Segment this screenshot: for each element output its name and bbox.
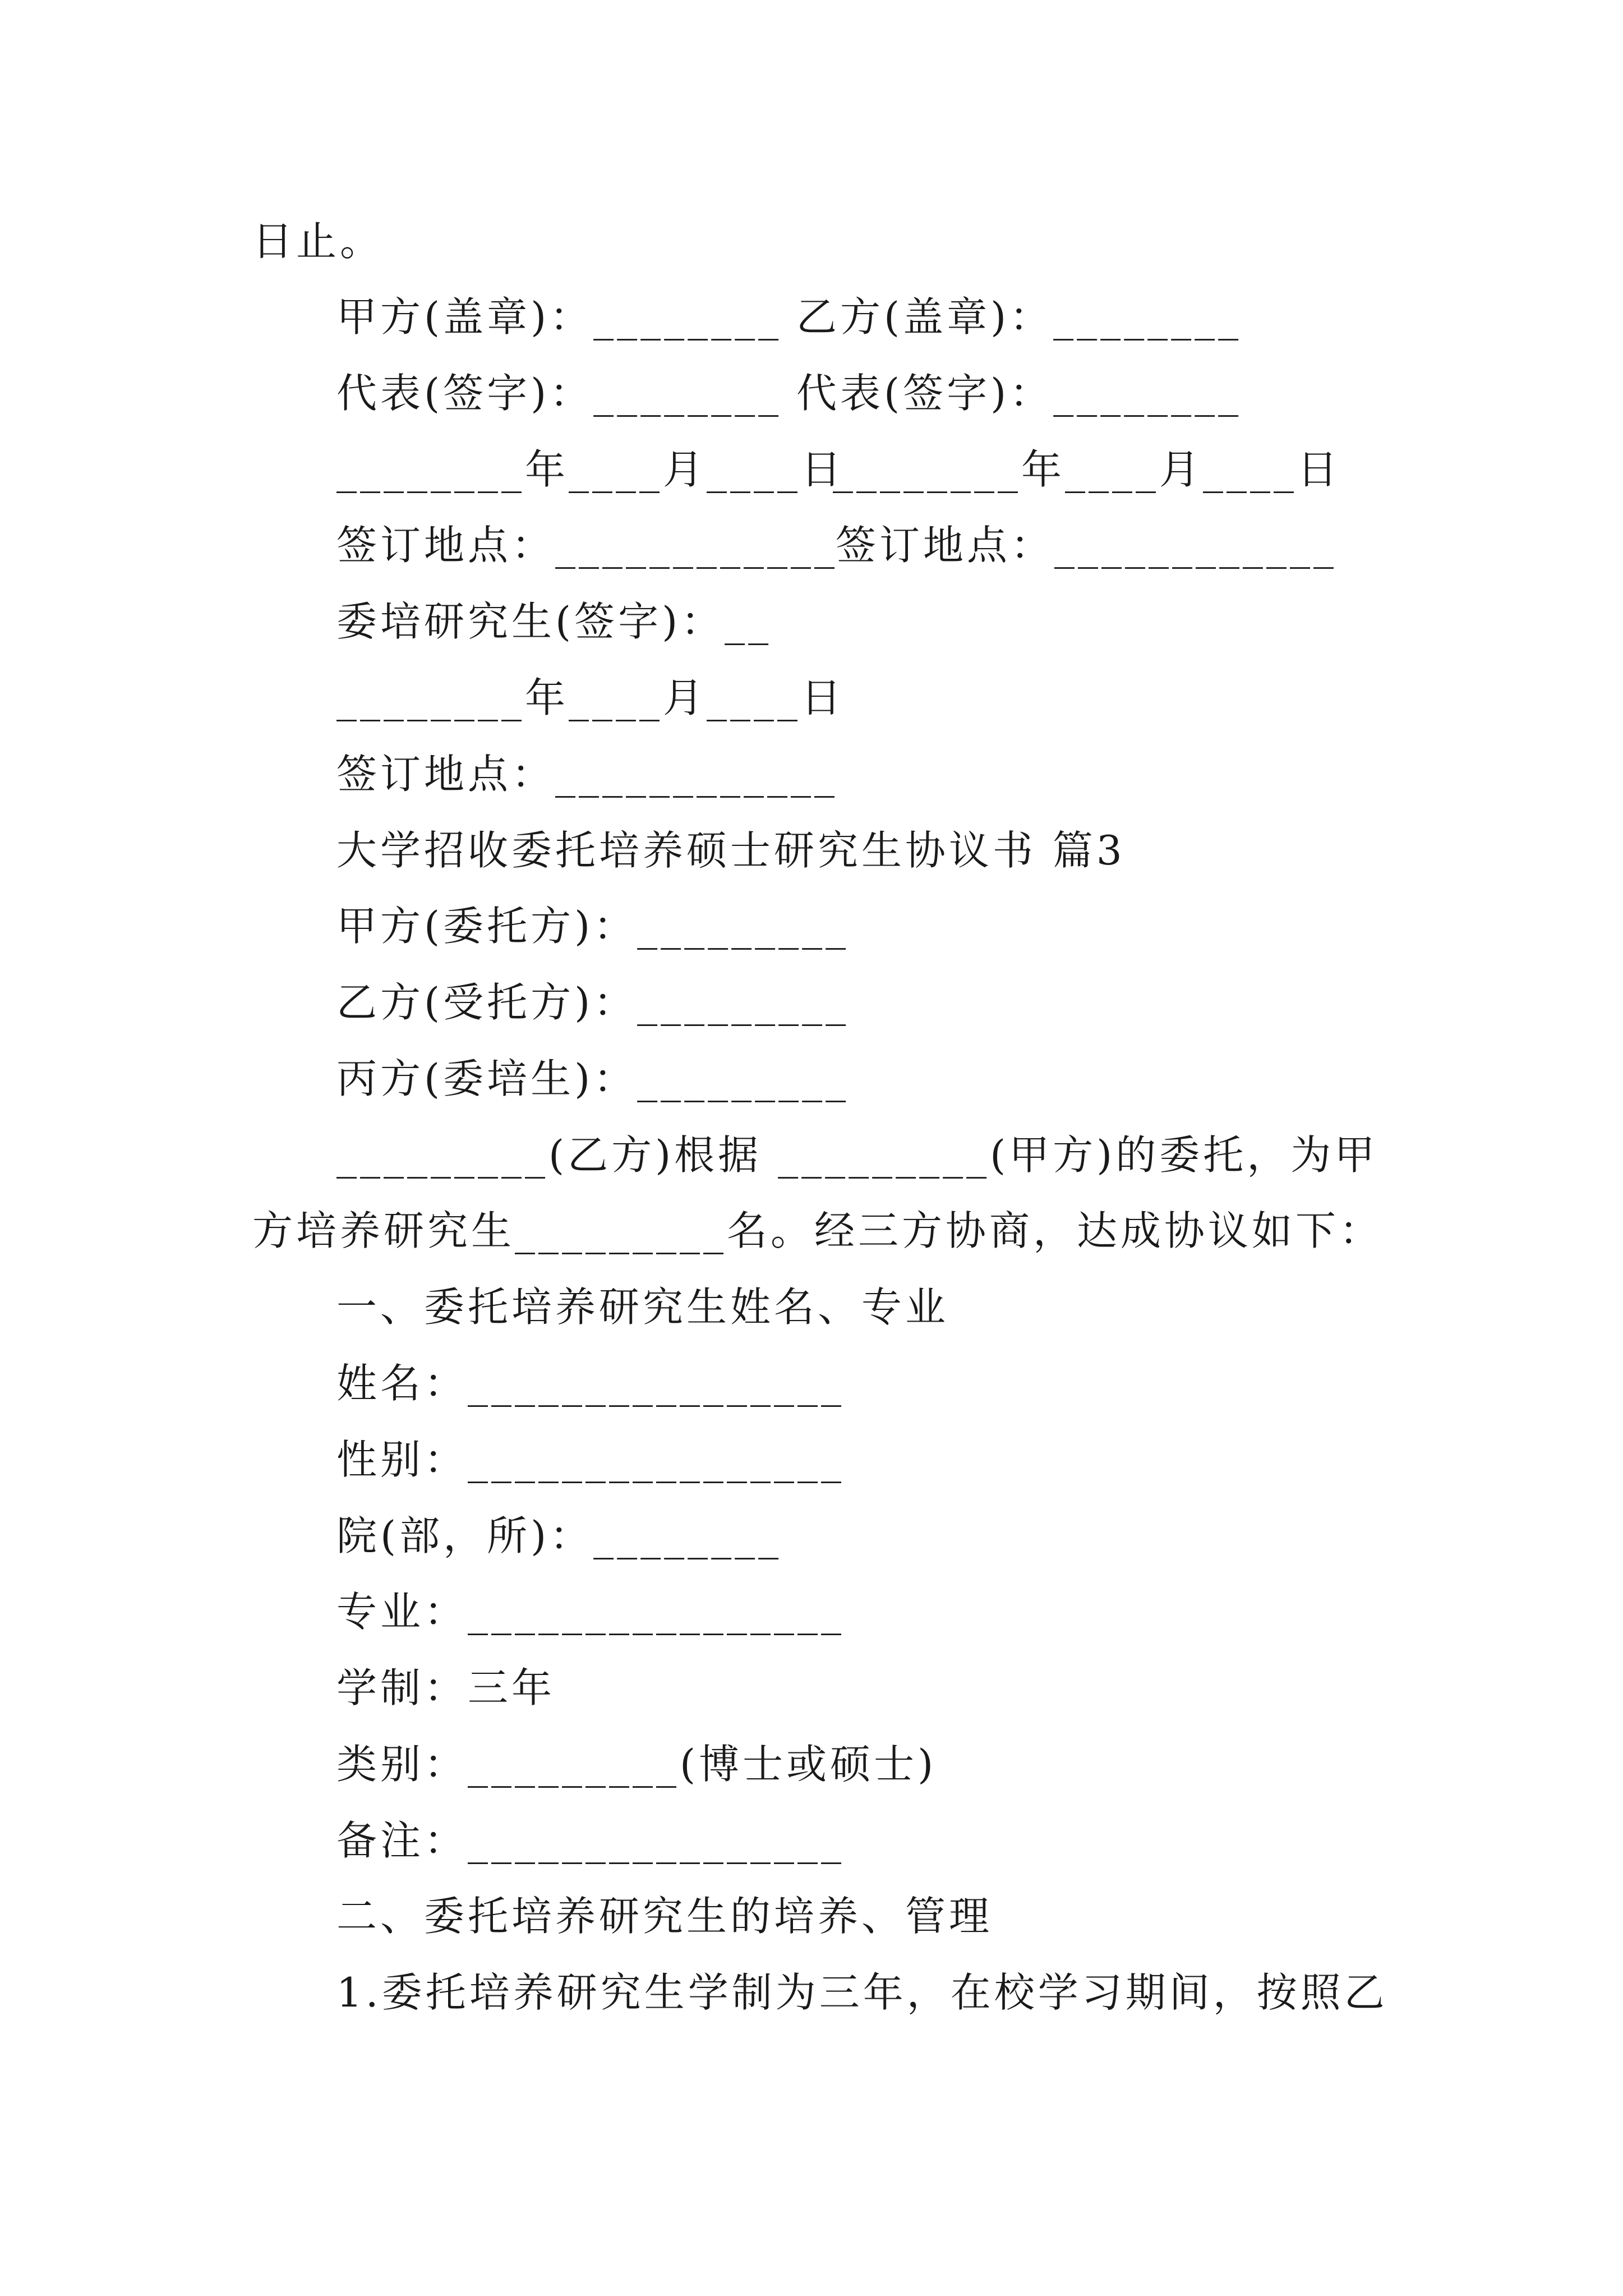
field-gender: 性别：________________: [336, 1436, 845, 1483]
party-b-representative: 代表(签字)：________: [796, 370, 1242, 417]
field-remarks: 备注：________________: [336, 1817, 845, 1864]
party-a-representative: 代表(签字)：________: [336, 370, 782, 417]
party-b-seal: 乙方(盖章)：________: [796, 293, 1242, 341]
field-duration: 学制：三年: [336, 1664, 556, 1711]
paragraph-line: 方培养研究生_________名。经三方协商，达成协议如下：: [252, 1207, 1384, 1254]
section-heading: 大学招收委托培养硕士研究生协议书 篇3: [336, 827, 1126, 874]
party-b-signing-place: 签订地点：____________: [836, 522, 1338, 569]
party-a-signing-place: 签订地点：____________: [336, 522, 838, 569]
paragraph-line: _________(乙方)根据 _________(甲方)的委托，为甲: [336, 1131, 1378, 1179]
clause-heading: 二、委托培养研究生的培养、管理: [336, 1893, 993, 1940]
party-c-student: 丙方(委培生)：_________: [336, 1055, 850, 1102]
student-date: ________年____月____日: [336, 674, 845, 721]
party-b-entrusted: 乙方(受托方)：_________: [336, 979, 850, 1026]
party-a-date: ________年____月____日: [336, 446, 845, 493]
party-b-date: ________年____月____日: [833, 446, 1341, 493]
field-name: 姓名：________________: [336, 1360, 845, 1407]
field-major: 专业：________________: [336, 1588, 845, 1635]
text-line: 日止。: [252, 218, 384, 265]
student-signing-place: 签订地点：____________: [336, 751, 838, 798]
party-a-seal: 甲方(盖章)：________: [336, 293, 782, 341]
paragraph-line: 1.委托培养研究生学制为三年，在校学习期间，按照乙: [336, 1969, 1388, 2016]
field-department: 院(部，所)：________: [336, 1512, 782, 1559]
field-category: 类别：_________(博士或硕士): [336, 1741, 937, 1788]
student-signature: 委培研究生(签字)：__: [336, 598, 772, 645]
clause-heading: 一、委托培养研究生姓名、专业: [336, 1283, 949, 1331]
party-a-entrusting: 甲方(委托方)：_________: [336, 903, 850, 950]
